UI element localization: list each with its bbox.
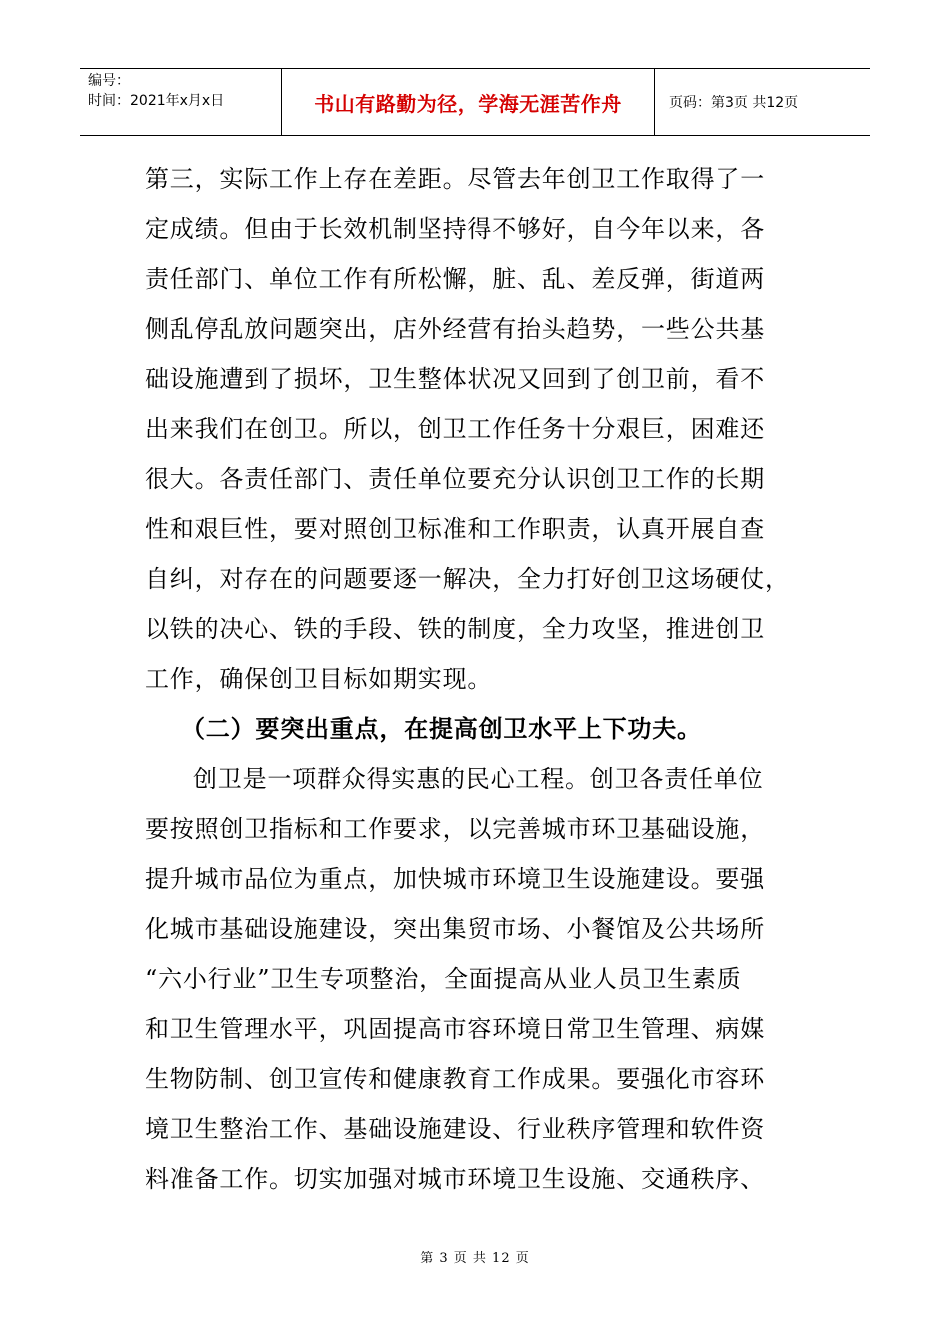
- page-info-text: 页码：第3页 共12页: [669, 95, 799, 111]
- paragraph-line: 性和艰巨性，要对照创卫标准和工作职责，认真开展自查: [145, 515, 765, 543]
- paragraph-line: 工作，确保创卫目标如期实现。: [145, 665, 493, 693]
- paragraph-line: 础设施遭到了损坏，卫生整体状况又回到了创卫前，看不: [145, 365, 765, 393]
- paragraph-line: 要按照创卫指标和工作要求，以完善城市环卫基础设施，: [145, 815, 765, 843]
- paragraph-line: 提升城市品位为重点，加快城市环境卫生设施建设。要强: [145, 865, 765, 893]
- paragraph-line: 境卫生整治工作、基础设施建设、行业秩序管理和软件资: [145, 1115, 765, 1143]
- paragraph-line: 化城市基础设施建设，突出集贸市场、小餐馆及公共场所: [145, 915, 765, 943]
- document-header: [80, 68, 870, 136]
- paragraph-line: “六小行业”卫生专项整治，全面提高从业人员卫生素质: [145, 965, 742, 993]
- document-body: [145, 154, 805, 1204]
- paragraph-line: 料准备工作。切实加强对城市环境卫生设施、交通秩序、: [145, 1165, 765, 1193]
- header-page-info: [655, 69, 870, 135]
- paragraph-line: 很大。各责任部门、责任单位要充分认识创卫工作的长期: [145, 465, 765, 493]
- page-footer: 第 3 页 共 12 页: [420, 1251, 530, 1266]
- paragraph-line: 出来我们在创卫。所以，创卫工作任务十分艰巨，困难还: [145, 415, 765, 443]
- motto-text: 书山有路勤为径，学海无涯苦作舟: [314, 91, 622, 116]
- header-motto-cell: [282, 69, 655, 135]
- number-label: 编号：: [88, 73, 130, 89]
- paragraph-line: 自纠，对存在的问题要逐一解决，全力打好创卫这场硬仗，: [145, 565, 790, 593]
- paragraph-line: 责任部门、单位工作有所松懈，脏、乱、差反弹，街道两: [145, 265, 765, 293]
- paragraph-line: 第三，实际工作上存在差距。尽管去年创卫工作取得了一: [145, 165, 765, 193]
- paragraph-line: 定成绩。但由于长效机制坚持得不够好，自今年以来，各: [145, 215, 765, 243]
- paragraph-line: 生物防制、创卫宣传和健康教育工作成果。要强化市容环: [145, 1065, 765, 1093]
- paragraph-line: 以铁的决心、铁的手段、铁的制度，全力攻坚，推进创卫: [145, 615, 765, 643]
- header-meta: [80, 69, 282, 135]
- paragraph-line: 创卫是一项群众得实惠的民心工程。创卫各责任单位: [193, 765, 764, 793]
- paragraph-line: 侧乱停乱放问题突出，店外经营有抬头趋势，一些公共基: [145, 315, 765, 343]
- date-label: 时间：2021年x月x日: [88, 93, 225, 109]
- paragraph-line: 和卫生管理水平，巩固提高市容环境日常卫生管理、病媒: [145, 1015, 765, 1043]
- section-heading: （二）要突出重点，在提高创卫水平上下功夫。: [181, 715, 702, 743]
